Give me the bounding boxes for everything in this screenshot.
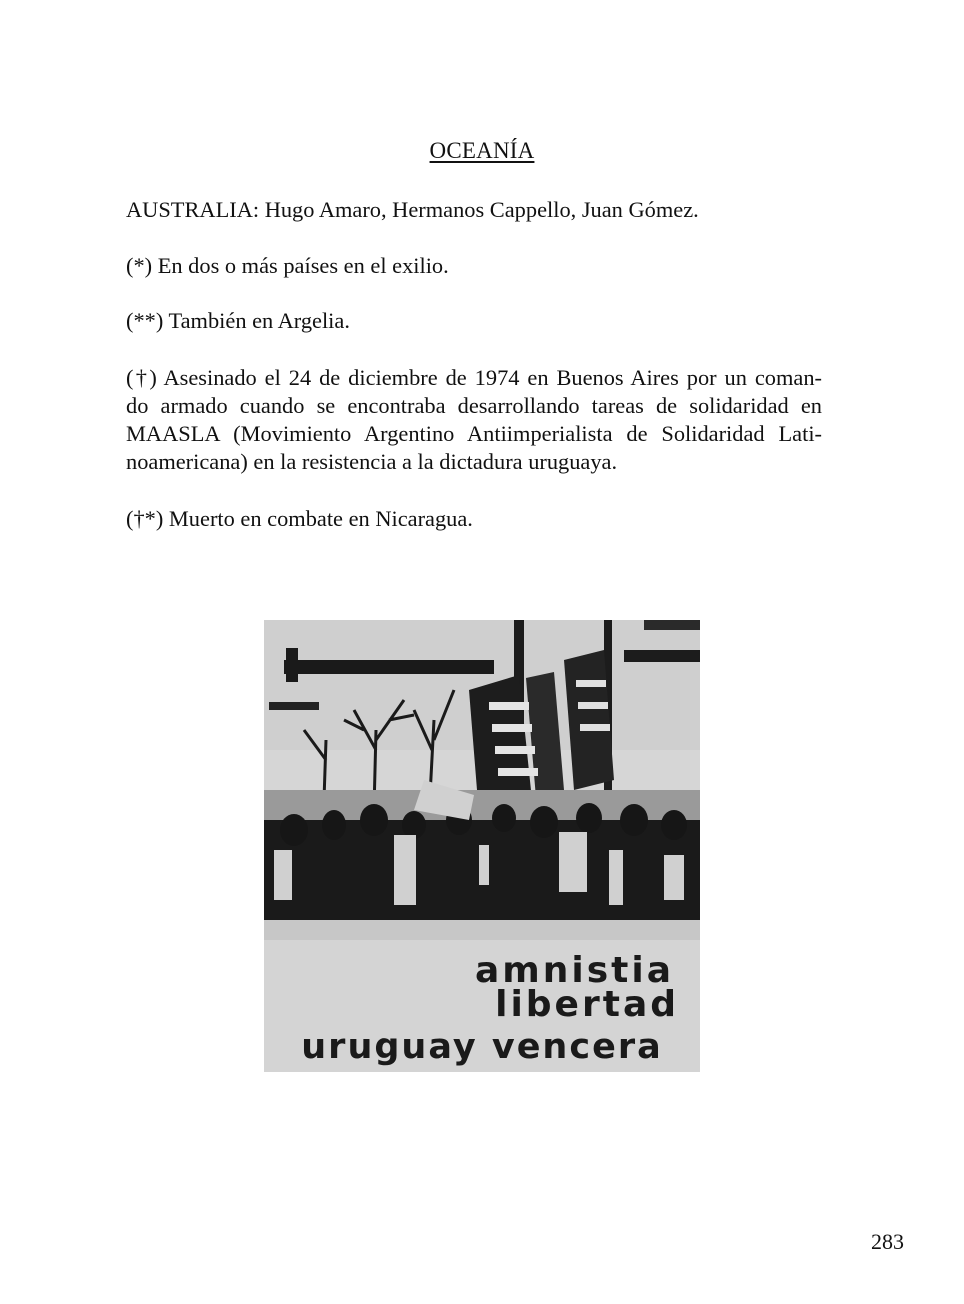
poster-roof	[644, 620, 700, 630]
page-number: 283	[871, 1229, 904, 1254]
poster-beam-right	[624, 650, 700, 662]
note-dagger-star: (†*) Muerto en combate en Nicaragua.	[126, 506, 473, 531]
note-dagger-line: noamericana) en la resistencia a la dictadura uruguaya.	[126, 449, 618, 474]
section-heading: OCEANÍA	[429, 138, 535, 163]
poster-text-line: libertad	[495, 984, 679, 1025]
poster-photo	[264, 620, 700, 1072]
poster-text-line: uruguay vencera	[301, 1027, 663, 1067]
note-star: (*) En dos o más países en el exilio.	[126, 253, 449, 278]
note-dagger	[126, 364, 822, 476]
note-dagger-line: MAASLA (Movimiento Argentino Antiimperialista de Solidaridad Lati-	[126, 421, 822, 446]
note-dagger-line: do armado cuando se encontraba desarrollando tareas de solidaridad en	[126, 393, 822, 418]
note-dagger-line: (†) Asesinado el 24 de diciembre de 1974 en Buenos Aires por un coman-	[126, 365, 822, 390]
poster-image	[264, 620, 700, 1072]
australia-entry: AUSTRALIA: Hugo Amaro, Hermanos Cappello, Juan Gómez.	[126, 197, 699, 222]
poster-fade	[264, 920, 700, 940]
poster-text-line: amnistia	[474, 950, 674, 991]
note-double-star: (**) También en Argelia.	[126, 308, 350, 333]
poster-beam-post	[286, 648, 298, 682]
poster-ledge	[269, 702, 319, 710]
poster-beam	[284, 660, 494, 674]
